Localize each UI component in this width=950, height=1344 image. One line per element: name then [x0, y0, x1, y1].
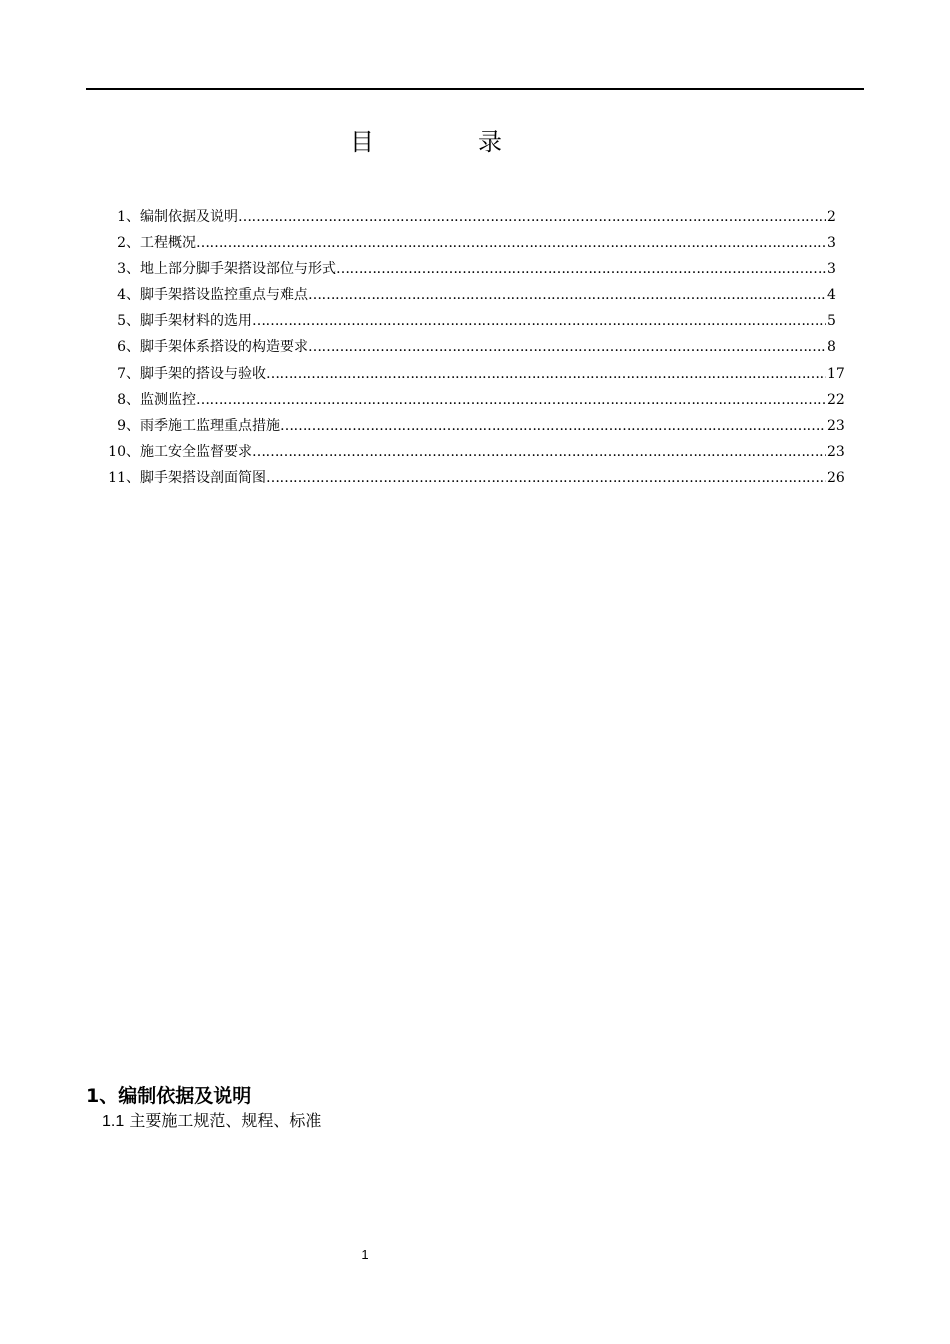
toc-title: 目 录 [350, 128, 542, 156]
toc-leader-dots [196, 231, 826, 255]
toc-entry-number: 5、 [117, 313, 140, 330]
toc-entry[interactable] [100, 466, 845, 492]
toc-entry[interactable] [100, 231, 845, 257]
toc-leader-dots [308, 335, 826, 359]
toc-leader-dots [238, 205, 826, 229]
toc-leader-dots [266, 362, 826, 386]
toc-entry-page: 23 [827, 443, 845, 460]
toc-entry-number: 6、 [117, 339, 140, 356]
toc-entry[interactable] [100, 440, 845, 466]
toc-entry-page: 8 [827, 339, 836, 356]
page-number: 1 [361, 1247, 369, 1262]
toc-entry-number: 9、 [117, 417, 140, 434]
toc-entry-page: 3 [827, 261, 836, 278]
toc-entry-page: 2 [827, 209, 836, 225]
toc-entry-title: 工程概况 [140, 235, 196, 252]
toc-entry-number: 2、 [117, 235, 140, 252]
toc-entry-page: 23 [827, 417, 845, 434]
subsection-title: 主要施工规范、规程、标准 [124, 1111, 322, 1130]
toc-entry-title: 脚手架的搭设与验收 [140, 365, 266, 382]
toc-entry-title: 施工安全监督要求 [140, 443, 252, 460]
toc-entry[interactable] [100, 335, 845, 361]
toc-entry-number: 8、 [117, 391, 140, 408]
toc-entry-title: 脚手架搭设剖面简图 [140, 469, 266, 486]
toc-entry[interactable] [100, 388, 845, 414]
toc-entry-number: 11、 [108, 469, 140, 486]
toc-entry[interactable] [100, 362, 845, 388]
toc-entry[interactable] [100, 283, 845, 309]
section-heading: 1、编制依据及说明 [86, 1085, 252, 1107]
toc-entry-number: 3、 [117, 261, 140, 278]
toc-entry-title: 编制依据及说明 [140, 209, 238, 225]
toc-entry-number: 1、 [117, 209, 140, 225]
toc-leader-dots [336, 257, 826, 281]
toc-leader-dots [252, 440, 826, 464]
toc-entry-number: 7、 [117, 365, 140, 382]
toc-entry-title: 脚手架搭设监控重点与难点 [140, 287, 308, 304]
toc-entry-page: 5 [827, 313, 836, 330]
toc-entry[interactable] [100, 257, 845, 283]
toc-entry-page: 4 [827, 287, 836, 304]
toc-entry-page: 26 [827, 469, 845, 486]
toc-entry-number: 10、 [108, 443, 140, 460]
toc-entry[interactable] [100, 205, 845, 231]
toc-entry-number: 4、 [117, 287, 140, 304]
toc-leader-dots [308, 283, 826, 307]
toc-entry-title: 监测监控 [140, 391, 196, 408]
toc-leader-dots [196, 388, 826, 412]
header-rule [86, 88, 864, 90]
toc-leader-dots [280, 414, 826, 438]
toc-entry-title: 脚手架材料的选用 [140, 313, 252, 330]
toc-entry[interactable] [100, 414, 845, 440]
toc-entry-title: 脚手架体系搭设的构造要求 [140, 339, 308, 356]
toc-entry[interactable] [100, 309, 845, 335]
toc-entry-page: 3 [827, 235, 836, 252]
toc-leader-dots [266, 466, 826, 490]
subsection-number: 1.1 [102, 1113, 125, 1130]
toc-entry-page: 22 [827, 391, 845, 408]
toc-entry-title: 雨季施工监理重点措施 [140, 417, 280, 434]
toc-entry-title: 地上部分脚手架搭设部位与形式 [140, 261, 336, 278]
subsection-heading [102, 1109, 321, 1134]
table-of-contents [100, 205, 845, 492]
toc-entry-page: 17 [827, 365, 845, 382]
toc-leader-dots [252, 309, 826, 333]
